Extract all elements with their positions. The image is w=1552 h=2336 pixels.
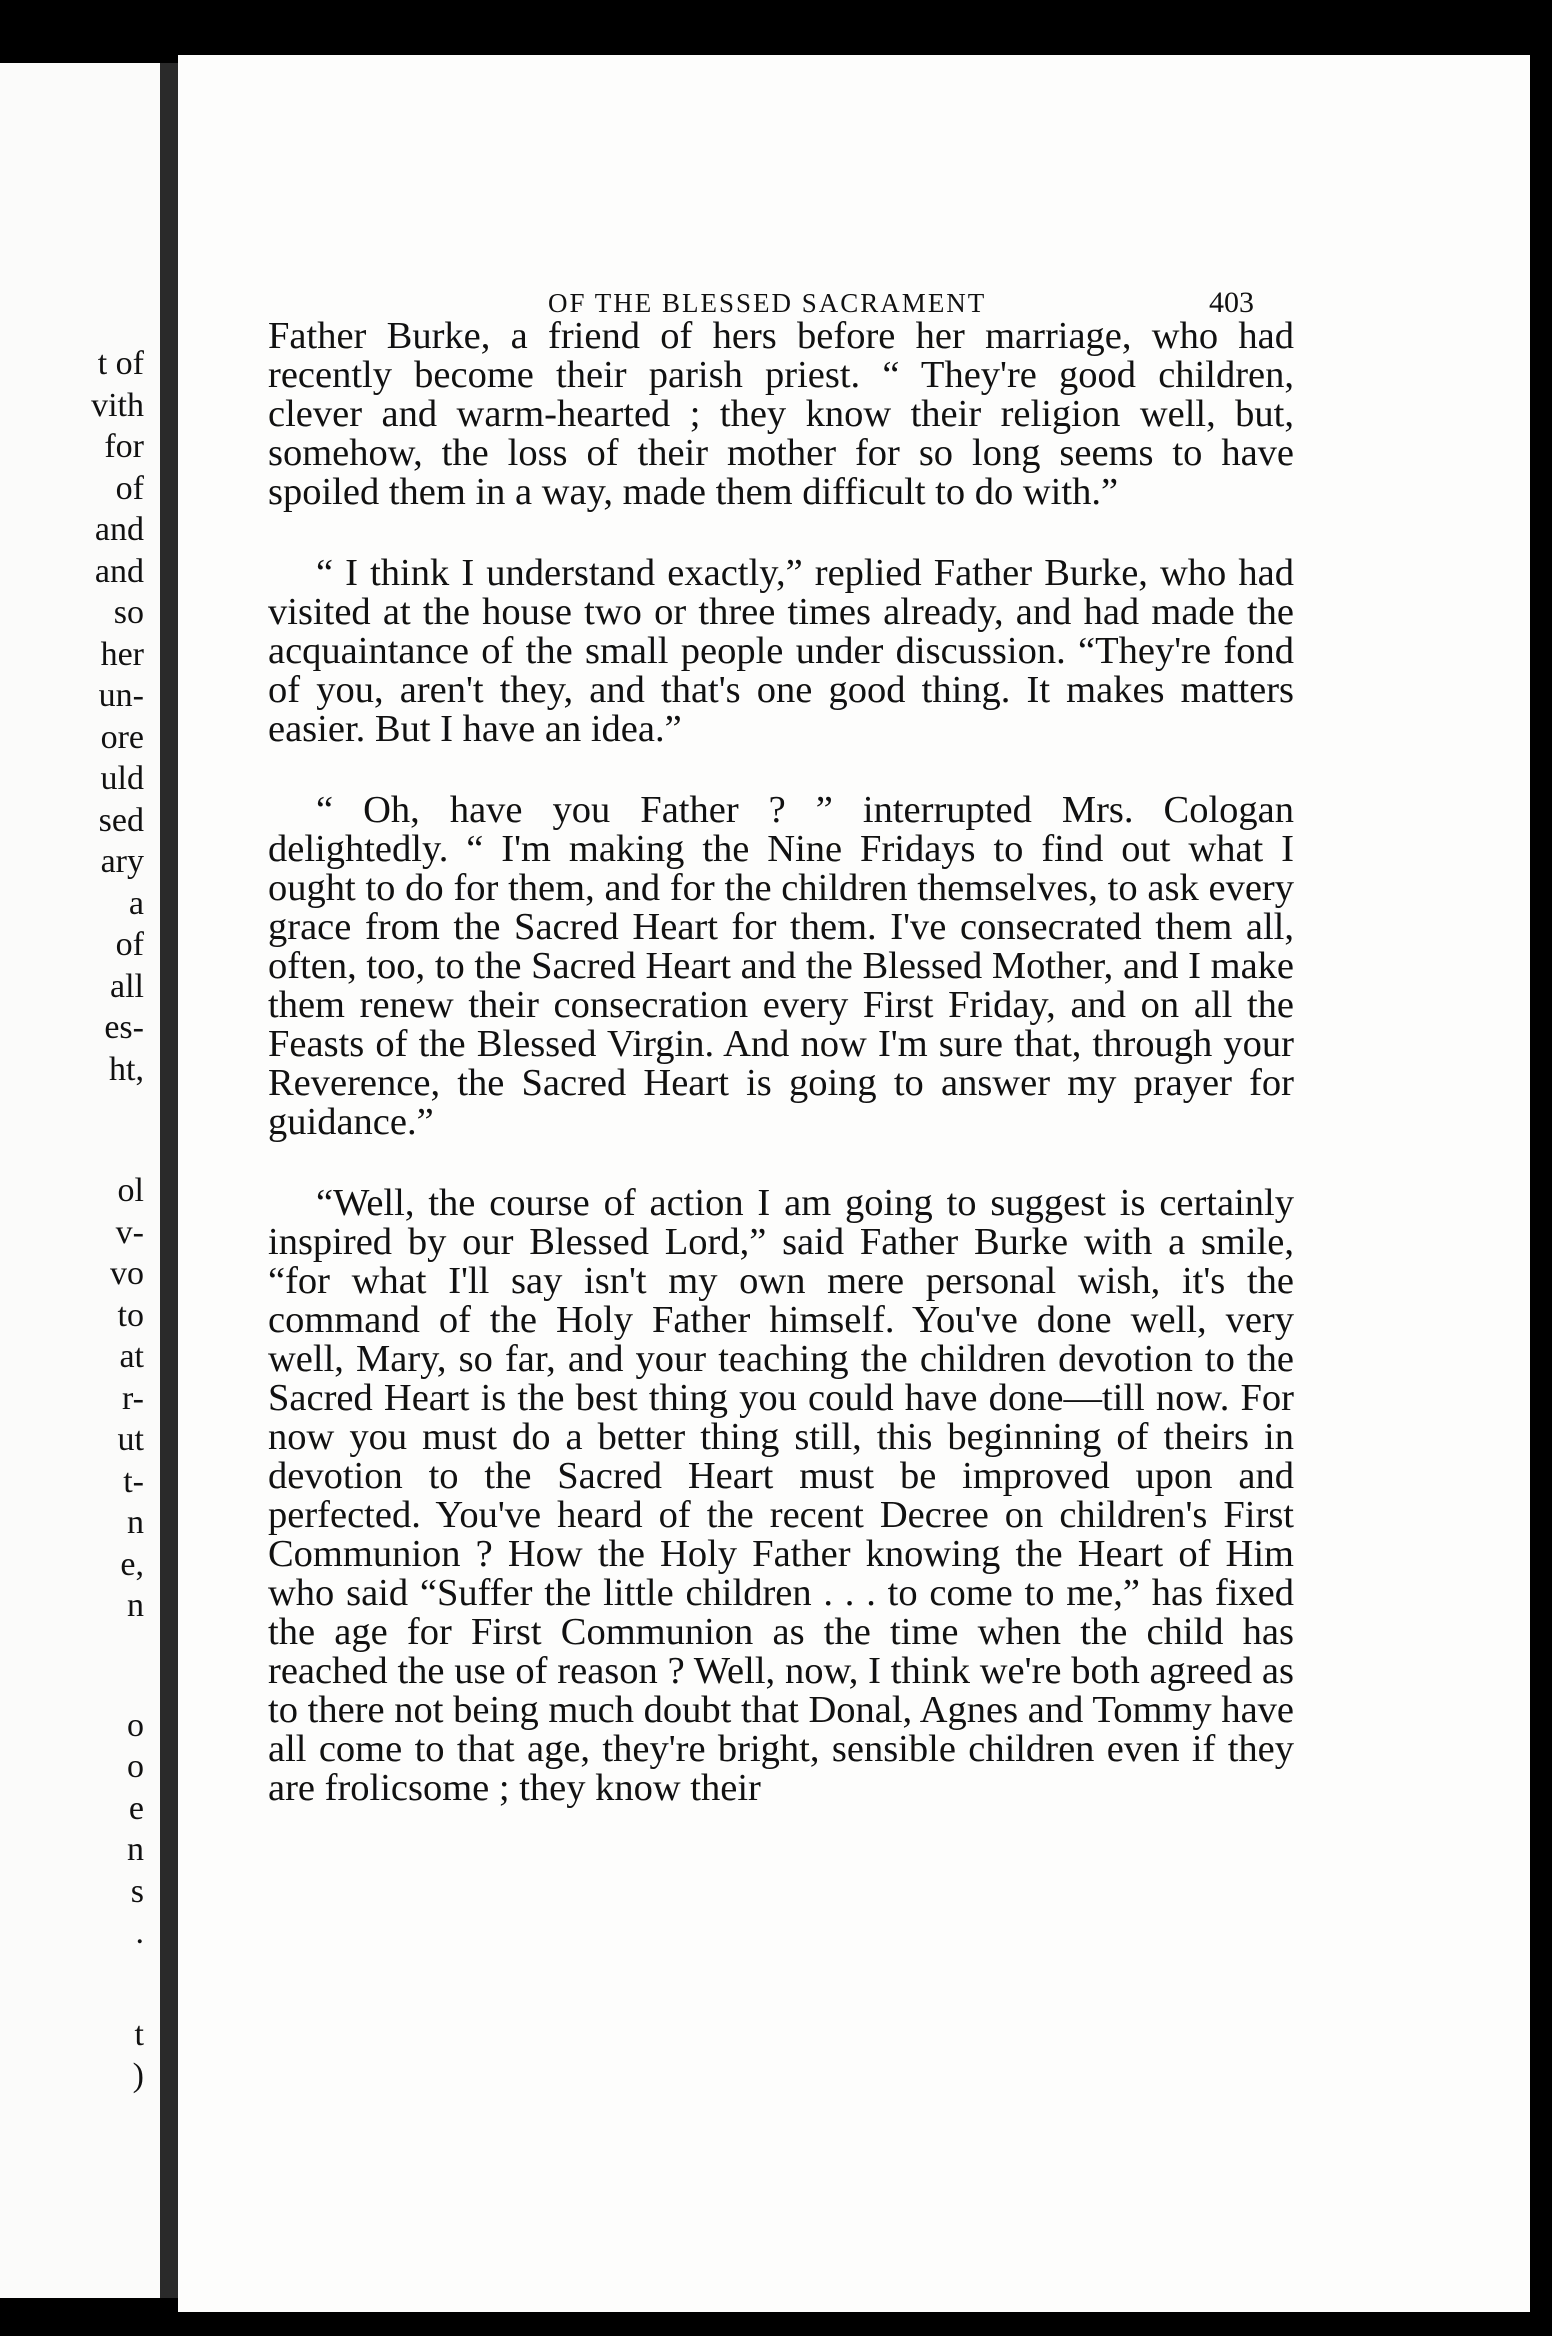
left-fragment: sed <box>98 801 144 839</box>
left-fragment: o <box>127 1748 144 1785</box>
left-fragment: for <box>104 428 144 465</box>
running-head: OF THE BLESSED SACRAMENT <box>548 288 987 318</box>
left-fragment: ore <box>100 718 144 756</box>
left-page-text-fragments <box>91 343 144 2097</box>
left-fragment: uld <box>100 760 144 797</box>
body-text <box>268 317 1294 1808</box>
left-fragment: t- <box>123 1462 144 1500</box>
left-fragment: t <box>134 2015 144 2053</box>
left-fragment: e, <box>120 1545 144 1583</box>
left-fragment: so <box>113 594 144 631</box>
scan-bottom-edge <box>178 2312 1530 2336</box>
left-fragment: s <box>130 1872 144 1910</box>
left-fragment: t of <box>97 345 144 382</box>
left-fragment: vo <box>110 1255 144 1292</box>
left-fragment: and <box>94 511 144 548</box>
paragraph: “ I think I understand exactly,” replied Father Burke, who had visited at the house two or three times already, and had made the acquaintance of the small people under discussion. “They're fond of you, aren't they, and that's one good thing. It makes matters easier. But I have an idea.” <box>268 552 1294 750</box>
right-page <box>178 55 1530 2312</box>
page-number: 403 <box>1209 286 1254 319</box>
left-fragment: vith <box>91 386 144 424</box>
left-fragment: un- <box>98 677 144 714</box>
left-fragment: of <box>115 926 144 963</box>
left-fragment: n <box>127 1504 144 1541</box>
left-fragment: at <box>119 1338 144 1375</box>
left-fragment: ary <box>100 843 144 880</box>
paragraph: “ Oh, have you Father ? ” interrupted Mrs. Cologan delightedly. “ I'm making the Nine Fridays to find out what I ought to do for them, and for the children themselves, to ask every grace from the Sacred Heart for them. I've consecrated them all, often, too, to the Sacred Heart and the Blessed Mother, and I make them renew their consecration every First Friday, and on all the Feasts of the Blessed Virgin. And now I'm sure that, through your Reverence, the Sacred Heart is going to answer my prayer for guidance.” <box>268 789 1294 1143</box>
paragraph: Father Burke, a friend of hers before her marriage, who had recently become their parish priest. “ They're good children, clever and warm-hearted ; they know their religion well, but, somehow, the loss of their mother for so long seems to have spoiled them in a way, made them difficult to do with.” <box>268 315 1294 513</box>
left-fragment: and <box>94 552 144 590</box>
left-fragment: her <box>100 635 144 673</box>
left-fragment: ut <box>117 1421 144 1458</box>
left-fragment: n <box>127 1587 144 1624</box>
left-fragment: e <box>128 1789 144 1827</box>
paragraph: “Well, the course of action I am going to suggest is certainly inspired by our Blessed Lord,” said Father Burke with a smile, “for what I'll say isn't my own mere personal wish, it's the command of the Holy Father himself. You've done well, very well, Mary, so far, and your teaching the children devotion to the Sacred Heart is the best thing you could have done—till now. For now you must do a better thing still, this beginning of theirs in devotion to the Sacred Heart must be improved upon and perfected. You've heard of the recent Decree on children's First Communion ? How the Holy Father knowing the Heart of Him who said “Suffer the little children . . . to come to me,” has fixed the age for First Communion as the time when the child has reached the use of reason ? Well, now, I think we're both agreed as to there not being much doubt that Donal, Agnes and Tommy have all come to that age, they're bright, sensible children even if they are frolicsome ; they know their <box>268 1182 1294 1809</box>
left-fragment: n <box>127 1831 144 1868</box>
left-fragment: . <box>135 1914 144 1951</box>
left-fragment: ol <box>117 1172 144 1209</box>
left-fragment: to <box>117 1296 144 1334</box>
left-fragment: a <box>128 884 144 922</box>
left-fragment: r- <box>122 1379 144 1417</box>
left-fragment: ) <box>132 2057 144 2094</box>
book-gutter <box>160 63 178 2298</box>
left-fragment: v- <box>115 1213 144 1251</box>
left-fragment: ht, <box>109 1050 144 1088</box>
left-page <box>0 63 160 2298</box>
left-fragment: all <box>110 967 144 1005</box>
left-fragment: o <box>127 1706 144 1744</box>
left-fragment: es- <box>104 1009 144 1046</box>
left-fragment: of <box>115 469 144 507</box>
